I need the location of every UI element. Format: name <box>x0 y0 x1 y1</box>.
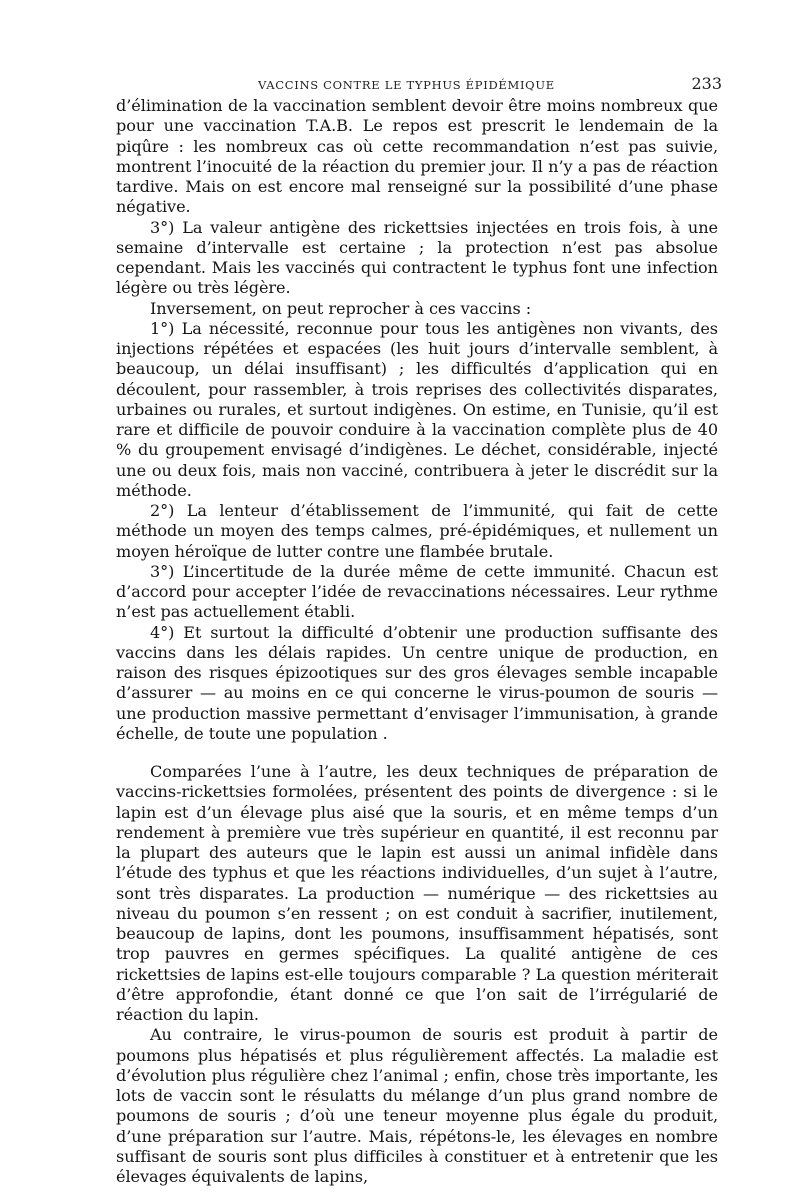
paragraph-point-3-valeur-antigene: 3°) La valeur antigène des rickettsies injectées en trois fois, à une semaine d’intervalle est certaine ; la protection n’est pas absolue cependant. Mais les vaccinés qui contractent le typhus font une infection légère ou très légère. <box>116 217 718 298</box>
running-head <box>258 74 722 94</box>
page-number: 233 <box>691 74 722 93</box>
paragraph-inversement: Inversement, on peut reprocher à ces vaccins : <box>150 298 532 318</box>
paragraph-elimination: d’élimination de la vaccination semblent devoir être moins nombreux que pour une vaccination T.A.B. Le repos est prescrit le lendemain de la piqûre : les nombreux cas où cette recommandation n’est pas suivie, montrent l’inocuité de la réaction du premier jour. Il n’y a pas de réaction tardive. Mais on est encore mal renseigné sur la possibilité d’une phase négative. <box>116 96 718 217</box>
paragraph-point-1-necessite: 1°) La nécessité, reconnue pour tous les antigènes non vivants, des injections répétées et espacées (les huit jours d’intervalle semblent, à beaucoup, un délai insuffisant) ; les difficultés d’application qui en découlent, pour rassembler, à trois reprises des collectivités disparates, urbaines ou rurales, et surtout indigènes. On estime, en Tunisie, qu’il est rare et difficile de pouvoir conduire à la vaccination complète plus de 40 % du groupement envisagé d’indigènes. Le déchet, considérable, injecté une ou deux fois, mais non vacciné, contribuera à jeter le discrédit sur la méthode. <box>116 318 718 500</box>
paragraph-point-4-production: 4°) Et surtout la difficulté d’obtenir une production suffisante des vaccins dans les délais rapides. Un centre unique de production, en raison des risques épizootiques sur des gros élevages semble incapable d’assurer — au moins en ce qui concerne le virus-poumon de souris — une production massive permettant d’envisager l’immunisation, à grande échelle, de toute une population . <box>116 622 718 743</box>
paragraph-point-2-lenteur: 2°) La lenteur d’établissement de l’immunité, qui fait de cette méthode un moyen des temps calmes, pré-épidémiques, et nullement un moyen héroïque de lutter contre une flambée brutale. <box>116 501 718 561</box>
paragraph-comparees: Comparées l’une à l’autre, les deux techniques de préparation de vaccins-rickettsies formolées, présentent des points de divergence : si le lapin est d’un élevage plus aisé que la souris, et en même temps d’un rendement à première vue très supérieur en quantité, il est reconnu par la plupart des auteurs que le lapin est aussi un animal infidèle dans l’étude des typhus et que les réactions individuelles, d’un sujet à l’autre, sont très disparates. La production — numérique — des rickettsies au niveau du poumon s’en ressent ; on est conduit à sacrifier, inutilement, beaucoup de lapins, dont les poumons, insuffisamment hépatisés, sont trop pauvres en germes spécifiques. La qualité antigène de ces rickettsies de lapins est-elle toujours comparable ? La question mériterait d’être approfondie, étant donné ce que l’on sait de l’irrégularié de réaction du lapin. <box>116 762 718 1024</box>
body-text <box>116 96 718 1187</box>
paragraph-point-3-incertitude: 3°) L’incertitude de la durée même de cette immunité. Chacun est d’accord pour accepter l’idée de revaccinations nécessaires. Leur rythme n’est pas actuellement établi. <box>116 561 718 622</box>
paragraph-au-contraire: Au contraire, le virus-poumon de souris est produit à partir de poumons plus hépatisés et plus régulièrement affectés. La maladie est d’évolution plus régulière chez l’animal ; enfin, chose très importante, les lots de vaccin sont le résulatts du mélange d’un plus grand nombre de poumons de souris ; d’où une teneur moyenne plus égale du produit, d’une préparation sur l’autre. Mais, répétons-le, les élevages en nombre suffisant de souris sont plus difficiles à constituer et à entretenir que les élevages équivalents de lapins, <box>116 1025 718 1186</box>
running-title: VACCINS CONTRE LE TYPHUS ÉPIDÉMIQUE <box>258 78 555 92</box>
